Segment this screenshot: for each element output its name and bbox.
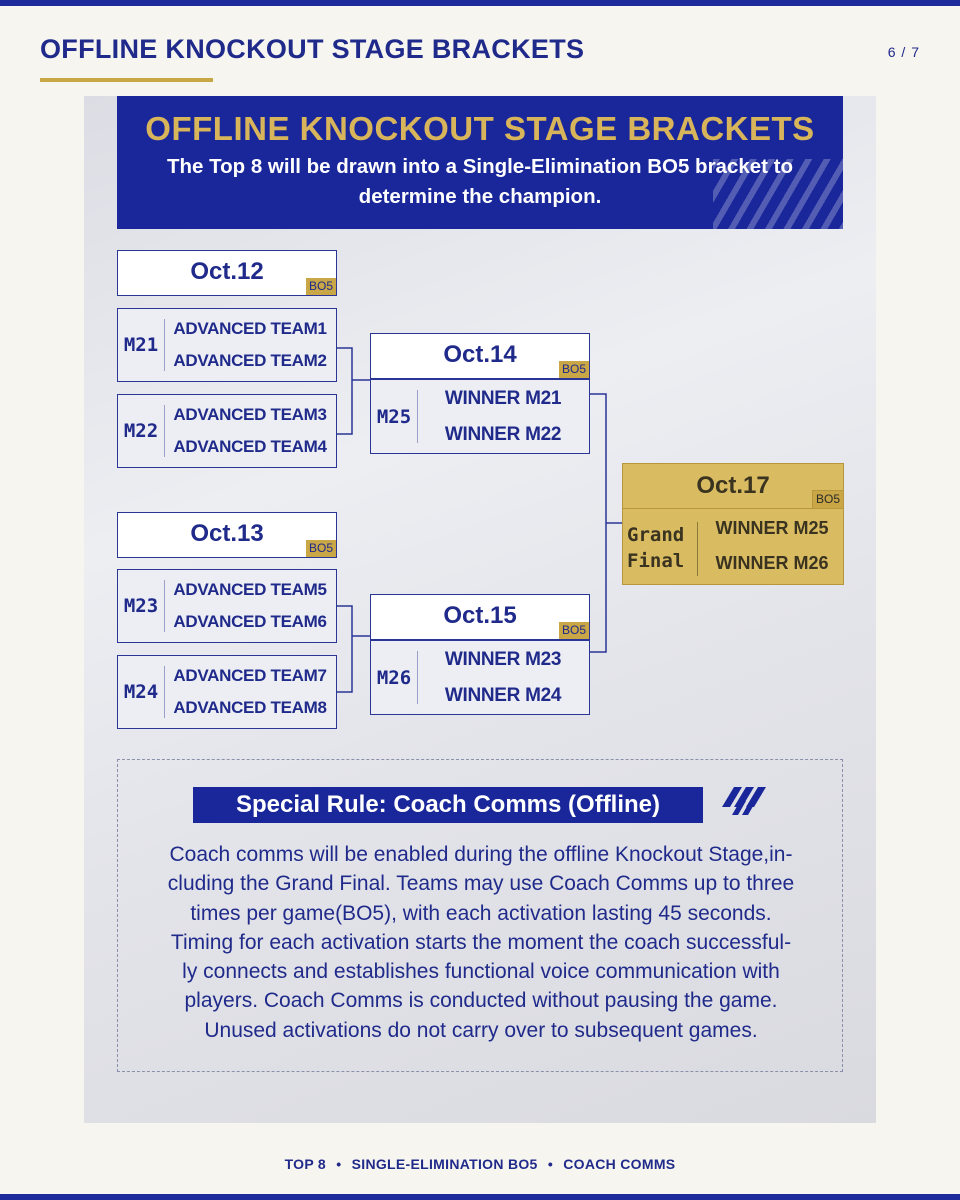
grand-final-date: Oct.17 — [696, 472, 770, 499]
rule-line: players. Coach Comms is conducted without pausing the game. — [184, 989, 778, 1013]
grand-final-divider — [623, 508, 843, 509]
match-m25 — [370, 379, 590, 454]
footer — [0, 1156, 960, 1172]
grand-final-label-line1: Grand — [627, 524, 685, 546]
team-slot: WINNER M23 — [444, 649, 562, 670]
match-m26 — [370, 640, 590, 715]
page-number: 6 / 7 — [887, 44, 920, 60]
match-m24 — [117, 655, 337, 729]
grand-final-separator — [697, 522, 698, 576]
team-slot: ADVANCED TEAM1 — [173, 319, 327, 338]
match-id: M25 — [376, 405, 412, 428]
team-slot: ADVANCED TEAM8 — [173, 698, 327, 717]
rule-line: times per game(BO5), with each activation lasting 45 seconds. — [190, 901, 772, 925]
team-slot: ADVANCED TEAM5 — [173, 580, 327, 599]
team-slot: WINNER M21 — [444, 388, 562, 409]
bracket-card — [84, 96, 876, 1123]
title-underline — [40, 78, 213, 82]
footer-item: SINGLE-ELIMINATION BO5 — [351, 1156, 538, 1172]
date-box-oct13 — [117, 512, 337, 558]
special-rule-box — [117, 759, 843, 1072]
special-rule-title: Special Rule: Coach Comms (Offline) — [193, 787, 703, 823]
bo5-badge: BO5 — [559, 361, 589, 378]
match-id: M21 — [123, 334, 159, 356]
connector-m23-m24 — [337, 606, 352, 692]
grand-final-box — [622, 463, 844, 585]
grand-final-label-line2: Final — [627, 550, 685, 572]
date-label: Oct.12 — [190, 258, 264, 285]
team-slot: WINNER M26 — [715, 553, 829, 573]
bo5-badge: BO5 — [812, 490, 843, 508]
match-id: M22 — [123, 420, 159, 442]
bo5-badge: BO5 — [306, 540, 336, 557]
date-box-oct15 — [370, 594, 590, 640]
match-m23 — [117, 569, 337, 643]
team-slot: ADVANCED TEAM6 — [173, 612, 327, 631]
team-slot: WINNER M22 — [444, 424, 562, 445]
special-rule-body — [128, 840, 834, 1045]
team-slot: ADVANCED TEAM7 — [173, 666, 327, 685]
team-slot: ADVANCED TEAM2 — [173, 351, 327, 370]
date-label: Oct.14 — [443, 341, 517, 368]
rule-line: Timing for each activation starts the moment the coach successful- — [170, 930, 792, 954]
team-slot: WINNER M24 — [444, 685, 562, 706]
bo5-badge: BO5 — [559, 622, 589, 639]
rule-line: Unused activations do not carry over to subsequent games. — [204, 1018, 758, 1042]
date-box-oct12 — [117, 250, 337, 296]
bo5-badge: BO5 — [306, 278, 336, 295]
team-slot: ADVANCED TEAM3 — [173, 405, 327, 424]
match-id: M23 — [123, 595, 159, 617]
grand-final-label — [627, 522, 695, 574]
match-id: M24 — [123, 681, 159, 703]
date-label: Oct.15 — [443, 602, 517, 629]
date-box-oct14 — [370, 333, 590, 379]
footer-separator: • — [336, 1156, 342, 1172]
match-m22 — [117, 394, 337, 468]
footer-item: TOP 8 — [284, 1156, 327, 1172]
bottom-accent-bar — [0, 1194, 960, 1200]
rule-line: cluding the Grand Final. Teams may use Coach Comms up to three — [167, 872, 795, 896]
banner-subtitle: The Top 8 will be drawn into a Single-Elimination BO5 bracket to determine the champion. — [166, 155, 794, 208]
footer-separator: • — [547, 1156, 554, 1172]
speed-stripes-icon — [720, 785, 772, 823]
match-id: M26 — [376, 666, 412, 689]
date-label: Oct.13 — [190, 520, 264, 547]
connector-m25-m26 — [590, 394, 606, 652]
team-slot: ADVANCED TEAM4 — [173, 437, 327, 456]
footer-item: COACH COMMS — [563, 1156, 676, 1172]
rule-line: Coach comms will be enabled during the offline Knockout Stage,in- — [169, 843, 793, 866]
top-accent-bar — [0, 0, 960, 6]
match-m21 — [117, 308, 337, 382]
connector-m21-m22 — [337, 348, 352, 434]
rule-line: ly connects and establishes functional voice communication with — [182, 960, 780, 984]
banner-title: OFFLINE KNOCKOUT STAGE BRACKETS — [145, 110, 815, 147]
page-title: OFFLINE KNOCKOUT STAGE BRACKETS — [40, 34, 585, 64]
team-slot: WINNER M25 — [715, 518, 829, 538]
